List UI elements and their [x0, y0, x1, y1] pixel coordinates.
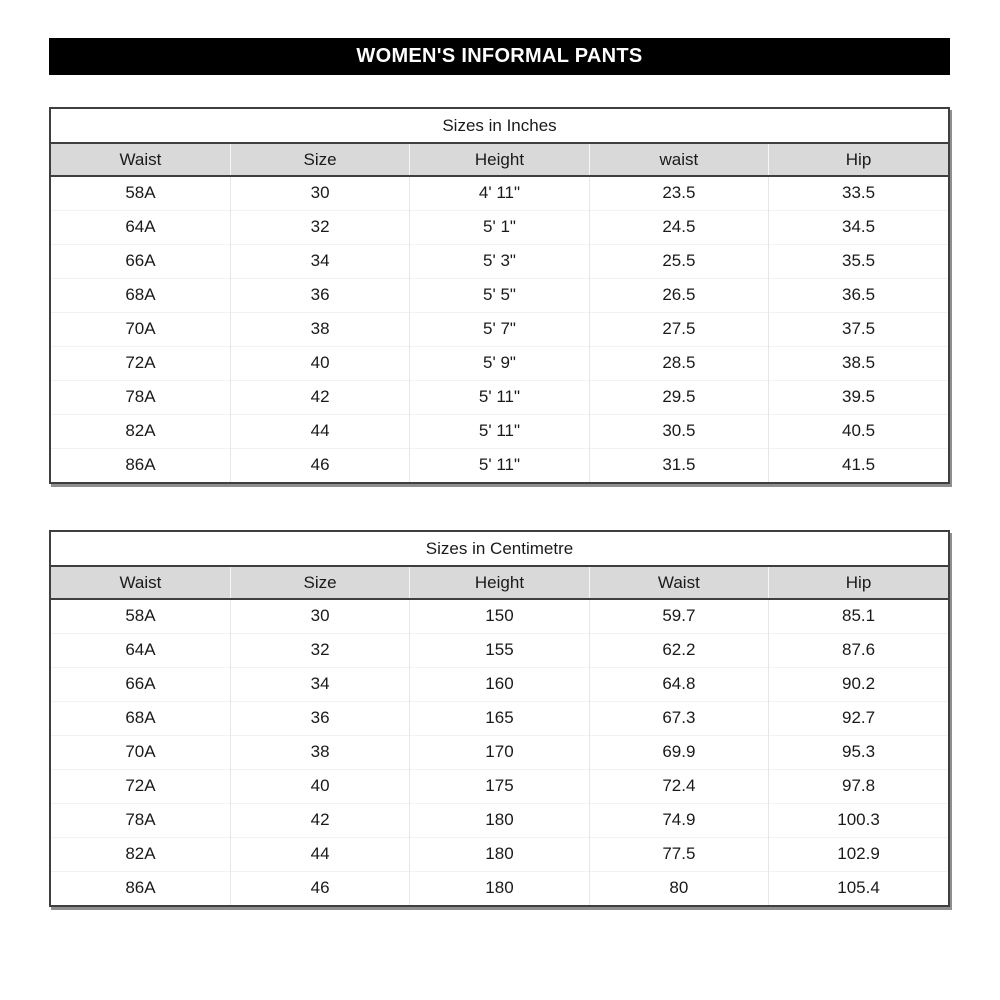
table-cell: 46	[230, 871, 409, 905]
table-cell: 95.3	[769, 735, 948, 769]
table-cell: 34	[230, 244, 409, 278]
table-cell: 58A	[125, 183, 156, 203]
table-cell: 36	[230, 278, 409, 312]
table-row	[51, 346, 948, 380]
table-cell: 85.1	[769, 599, 948, 633]
table-cell: 150	[410, 599, 589, 633]
column-header: Size	[230, 567, 409, 599]
column-header: Waist	[51, 144, 230, 176]
table-cell: 86A	[51, 448, 230, 482]
table-cell: 67.3	[589, 701, 768, 735]
table-cell: 80	[589, 871, 768, 905]
table-cell: 33.5	[769, 176, 948, 210]
table-cell: 70A	[51, 735, 230, 769]
table-cell: 27.5	[589, 312, 768, 346]
table-cell: 68A	[51, 278, 230, 312]
table-row	[51, 735, 948, 769]
table-cell: 24.5	[589, 210, 768, 244]
table-cell: 64A	[51, 633, 230, 667]
table-cell: 5' 3"	[410, 244, 589, 278]
table-cell: 82A	[51, 414, 230, 448]
column-header: Hip	[769, 144, 948, 176]
table-row	[51, 701, 948, 735]
column-header: Size	[230, 144, 409, 176]
table-row	[51, 278, 948, 312]
table-cell: 72A	[51, 346, 230, 380]
table-row	[51, 312, 948, 346]
table-cell: 180	[410, 837, 589, 871]
table-cell: 39.5	[769, 380, 948, 414]
table-cell: 4' 11"	[410, 176, 589, 210]
table-cell: 170	[410, 735, 589, 769]
table-cell: 78A	[51, 380, 230, 414]
table-cell: 34.5	[769, 210, 948, 244]
table-cell: 105.4	[769, 871, 948, 905]
table-title-inches: Sizes in Inches	[51, 109, 948, 144]
sizes-in-inches-table	[49, 107, 950, 484]
table-cell: 40	[230, 346, 409, 380]
table-cell: 40	[230, 769, 409, 803]
table-cell: 28.5	[589, 346, 768, 380]
column-header: Height	[410, 144, 589, 176]
table-row	[51, 871, 948, 905]
column-header: Hip	[769, 567, 948, 599]
table-cell: 44	[230, 837, 409, 871]
table-cell: 165	[410, 701, 589, 735]
table-cell: 26.5	[589, 278, 768, 312]
table-cell: 74.9	[589, 803, 768, 837]
table-row	[51, 210, 948, 244]
table-cell: 58A	[125, 606, 156, 626]
table-cell: 72A	[51, 769, 230, 803]
table-cell: 5' 9"	[410, 346, 589, 380]
table-cell: 34	[230, 667, 409, 701]
table-header-row	[51, 567, 948, 599]
table-cell: 29.5	[589, 380, 768, 414]
table-cell: 66A	[51, 667, 230, 701]
table-cell: 92.7	[769, 701, 948, 735]
table-cell: 97.8	[769, 769, 948, 803]
table-header-row	[51, 144, 948, 176]
table-cell: 30	[230, 599, 409, 633]
table-cell: 86A	[51, 871, 230, 905]
table-cell: 5' 5"	[410, 278, 589, 312]
table-row	[51, 176, 948, 210]
table-row	[51, 667, 948, 701]
table-cell: 41.5	[769, 448, 948, 482]
table-cell: 46	[230, 448, 409, 482]
table-cell: 38	[230, 312, 409, 346]
table-cell: 72.4	[589, 769, 768, 803]
table-cell: 37.5	[769, 312, 948, 346]
column-header: Waist	[589, 567, 768, 599]
table-cell: 180	[410, 871, 589, 905]
table-cell: 5' 11"	[410, 448, 589, 482]
table-cell: 40.5	[769, 414, 948, 448]
table-row	[51, 837, 948, 871]
column-header: waist	[589, 144, 768, 176]
table-cell: 25.5	[589, 244, 768, 278]
table-cell: 5' 11"	[410, 380, 589, 414]
table-cell: 42	[230, 803, 409, 837]
table-row	[51, 448, 948, 482]
column-header: Waist	[51, 567, 230, 599]
table-cell: 180	[410, 803, 589, 837]
table-cell: 5' 1"	[410, 210, 589, 244]
table-cell: 5' 11"	[410, 414, 589, 448]
table-cell: 36	[230, 701, 409, 735]
table-cell: 62.2	[589, 633, 768, 667]
table-cell: 68A	[51, 701, 230, 735]
table-cell: 175	[410, 769, 589, 803]
table-cell: 155	[410, 633, 589, 667]
table-row	[51, 803, 948, 837]
table-cell: 82A	[51, 837, 230, 871]
column-header: Height	[410, 567, 589, 599]
table-cell: 32	[230, 633, 409, 667]
table-cell: 35.5	[769, 244, 948, 278]
table-cell: 78A	[51, 803, 230, 837]
table-row	[51, 414, 948, 448]
page-title-banner	[49, 38, 950, 75]
table-row	[51, 769, 948, 803]
table-cell: 42	[230, 380, 409, 414]
table-cell: 100.3	[769, 803, 948, 837]
sizes-in-centimetre-table	[49, 530, 950, 907]
table-cell: 30.5	[589, 414, 768, 448]
table-cell: 32	[230, 210, 409, 244]
table-row	[51, 633, 948, 667]
table-cell: 64.8	[589, 667, 768, 701]
table-cell: 44	[230, 414, 409, 448]
page-title: WOMEN'S INFORMAL PANTS	[356, 45, 643, 67]
table-row	[51, 244, 948, 278]
table-cell: 38	[230, 735, 409, 769]
table-cell: 64A	[51, 210, 230, 244]
table-cell: 102.9	[769, 837, 948, 871]
table-row	[51, 380, 948, 414]
table-cell: 38.5	[769, 346, 948, 380]
table-row	[51, 599, 948, 633]
table-cell: 23.5	[589, 176, 768, 210]
table-cell: 66A	[51, 244, 230, 278]
table-cell: 31.5	[589, 448, 768, 482]
table-cell: 59.7	[589, 599, 768, 633]
table-title-centimetre: Sizes in Centimetre	[51, 532, 948, 567]
table-cell: 30	[230, 176, 409, 210]
table-cell: 5' 7"	[410, 312, 589, 346]
table-cell: 90.2	[769, 667, 948, 701]
table-cell: 70A	[51, 312, 230, 346]
table-cell: 69.9	[589, 735, 768, 769]
table-cell: 87.6	[769, 633, 948, 667]
table-cell: 160	[410, 667, 589, 701]
table-cell: 36.5	[769, 278, 948, 312]
table-cell: 77.5	[589, 837, 768, 871]
